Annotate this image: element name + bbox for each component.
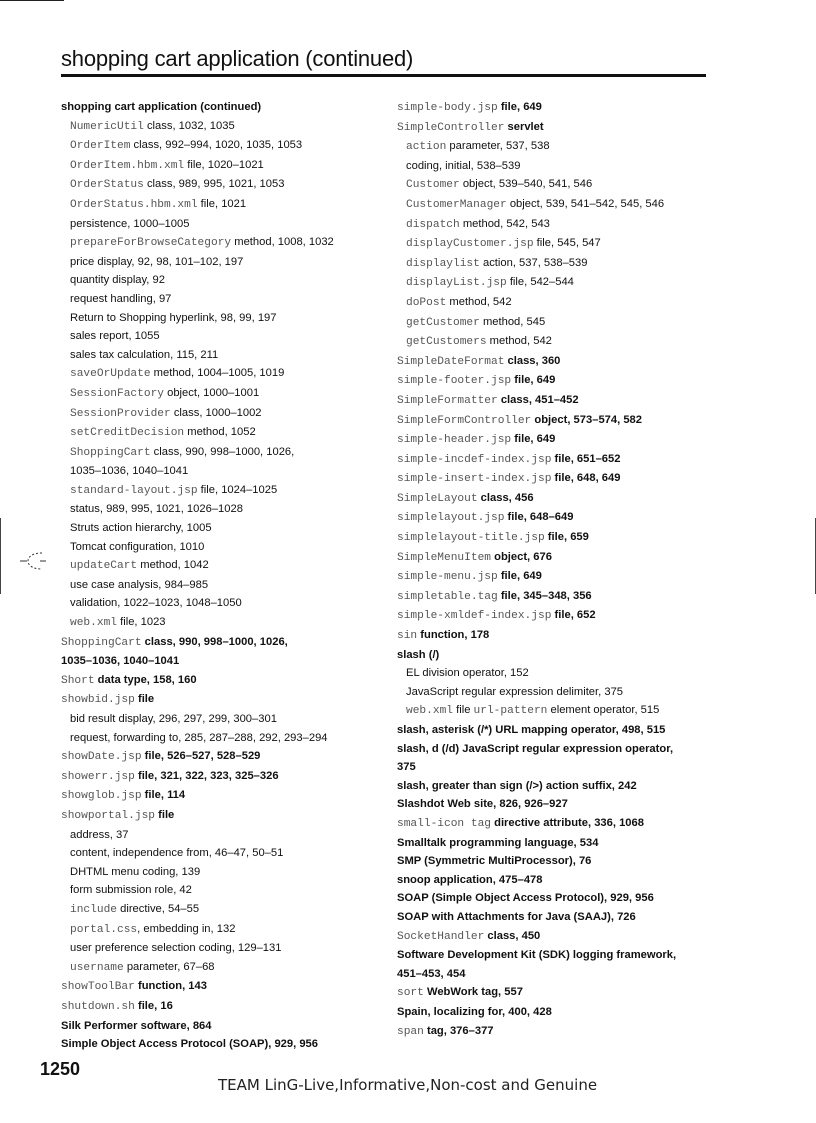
- index-subentry: [61, 290, 391, 309]
- index-subentry: [61, 710, 391, 729]
- code-term: SimpleFormatter: [397, 394, 498, 407]
- entry-text: coding, initial, 538–539: [406, 159, 521, 172]
- index-entry: [397, 450, 727, 470]
- code-term: doPost: [406, 296, 447, 309]
- code-term: SimpleLayout: [397, 492, 478, 505]
- entry-text: class, 360: [504, 354, 561, 367]
- index-entry-continuation: [61, 652, 391, 671]
- page-number: 1250: [40, 1059, 81, 1079]
- index-entry: [61, 98, 391, 117]
- index-subentry: [61, 156, 391, 176]
- index-entry-continuation: [397, 965, 727, 984]
- entry-text: directive, 54–55: [117, 902, 200, 915]
- entry-text: bid result display, 296, 297, 299, 300–301: [70, 713, 277, 725]
- code-term: SocketHandler: [397, 930, 485, 943]
- entry-text: class, 1000–1002: [170, 406, 262, 419]
- index-entry: [397, 430, 727, 450]
- index-subentry: [397, 313, 727, 333]
- entry-text: Silk Performer software, 864: [61, 1019, 212, 1032]
- entry-text: Simple Object Access Protocol (SOAP), 929, 956: [61, 1038, 318, 1051]
- code-term: simpletable.tag: [397, 590, 498, 603]
- code-term: simplelayout-title.jsp: [397, 532, 545, 545]
- code-term: showportal.jsp: [61, 809, 155, 822]
- entry-text: file, 649: [511, 374, 556, 387]
- entry-text: object, 676: [491, 550, 552, 563]
- entry-text: SOAP with Attachments for Java (SAAJ), 726: [397, 910, 636, 923]
- entry-text: slash, d (/d) JavaScript regular expression operator,: [397, 742, 674, 755]
- code-term: setCreditDecision: [70, 427, 185, 440]
- entry-text: parameter, 537, 538: [446, 140, 550, 153]
- code-term: showbid.jsp: [61, 694, 135, 707]
- code-term: simplelayout.jsp: [397, 512, 505, 525]
- entry-text: function, 178: [417, 629, 490, 642]
- index-subentry: [61, 253, 391, 272]
- index-subentry: [397, 332, 727, 352]
- code-term: Customer: [406, 179, 460, 192]
- code-term: ShoppingCart: [61, 636, 142, 649]
- entry-text: file, 345–348, 356: [497, 589, 592, 602]
- code-term: SessionFactory: [70, 387, 164, 400]
- index-subentry: [397, 664, 727, 683]
- entry-text: file, 545, 547: [533, 237, 601, 250]
- index-entry: [397, 371, 727, 391]
- entry-text: quantity display, 92: [70, 274, 165, 287]
- entry-text: file, 648, 649: [551, 472, 621, 485]
- code-term: span: [397, 1025, 424, 1038]
- entry-text: method, 1004–1005, 1019: [150, 367, 285, 380]
- entry-text: class, 989, 995, 1021, 1053: [143, 178, 285, 191]
- entry-text: method, 542, 543: [459, 217, 550, 230]
- entry-text: , embedding in, 132: [137, 922, 236, 935]
- code-term: standard-layout.jsp: [70, 484, 198, 497]
- index-entry: [397, 777, 727, 796]
- entry-text: file, 652: [551, 609, 596, 622]
- code-term: displayCustomer.jsp: [406, 238, 534, 251]
- entry-text: object, 1000–1001: [164, 386, 260, 399]
- index-subentry: [61, 423, 391, 443]
- index-subentry: [397, 254, 727, 274]
- code-term: sort: [397, 987, 424, 1000]
- code-term: simple-insert-index.jsp: [397, 473, 552, 486]
- index-subentry: [397, 683, 727, 702]
- entry-text: file, 526–527, 528–529: [141, 750, 261, 763]
- entry-text: Smalltalk programming language, 534: [397, 836, 599, 849]
- entry-text: Return to Shopping hyperlink, 98, 99, 197: [70, 311, 277, 324]
- code-term: OrderStatus.hbm.xml: [70, 198, 198, 211]
- entry-text: class, 451–452: [497, 393, 579, 406]
- index-entry: [397, 587, 727, 607]
- index-column-right: [397, 98, 727, 1041]
- code-term: getCustomers: [406, 336, 487, 349]
- entry-text: 451–453, 454: [397, 967, 466, 980]
- entry-text: class, 450: [484, 929, 541, 942]
- index-subentry: [61, 920, 391, 940]
- index-entry: [397, 567, 727, 587]
- code-term: simple-menu.jsp: [397, 571, 498, 584]
- code-term: OrderStatus: [70, 179, 144, 192]
- entry-text: file: [134, 693, 155, 706]
- code-term: SessionProvider: [70, 407, 171, 420]
- index-subentry: [61, 195, 391, 215]
- index-subentry: [397, 234, 727, 254]
- entry-text: JavaScript regular expression delimiter, 375: [406, 685, 624, 698]
- index-entry: [397, 740, 727, 759]
- code-term: sin: [397, 630, 418, 643]
- code-term: showDate.jsp: [61, 751, 142, 764]
- index-subentry: [397, 701, 727, 721]
- index-entry: [61, 997, 391, 1017]
- code-term: portal.css: [70, 923, 138, 936]
- index-subentry: [61, 443, 391, 463]
- entry-text: action, 537, 538–539: [479, 256, 588, 269]
- index-subentry: [61, 881, 391, 900]
- index-entry: [397, 834, 727, 853]
- code-term: simple-xmldef-index.jsp: [397, 610, 552, 623]
- index-subentry: [61, 404, 391, 424]
- entry-text: file: [155, 808, 175, 821]
- entry-text: method, 1008, 1032: [231, 236, 334, 249]
- index-subentry: [397, 293, 727, 313]
- code-term: simple-body.jsp: [397, 102, 498, 114]
- running-head: shopping cart application (continued): [61, 46, 414, 71]
- index-subentry: [61, 519, 391, 538]
- index-entry: [397, 646, 727, 665]
- code-term: web.xml: [406, 705, 453, 718]
- entry-text: method, 545: [479, 315, 546, 328]
- code-term: NumericUtil: [70, 120, 144, 133]
- entry-text: Tomcat configuration, 1010: [70, 540, 205, 553]
- index-subentry: [61, 175, 391, 195]
- index-entry-continuation: [397, 758, 727, 777]
- code-term: shutdown.sh: [61, 1000, 135, 1013]
- code-term: small-icon tag: [397, 817, 491, 830]
- entry-text: directive attribute, 336, 1068: [491, 816, 644, 829]
- index-entry: [397, 814, 727, 834]
- index-entry: [397, 908, 727, 927]
- index-entry: [397, 411, 727, 431]
- index-entry: [61, 786, 391, 806]
- index-column-left: [61, 98, 391, 1054]
- entry-text: class, 1032, 1035: [143, 119, 235, 132]
- entry-text: method, 1042: [137, 559, 209, 572]
- entry-text: validation, 1022–1023, 1048–1050: [70, 597, 242, 610]
- left-margin-line: [0, 518, 1, 594]
- code-term: dispatch: [406, 218, 460, 231]
- entry-text: file, 649: [497, 101, 542, 113]
- entry-text: parameter, 67–68: [123, 960, 215, 973]
- index-entry: [61, 1035, 391, 1054]
- code-term: showglob.jsp: [61, 790, 142, 803]
- entry-text: servlet: [504, 120, 544, 133]
- index-entry: [397, 391, 727, 411]
- index-subentry: [61, 538, 391, 557]
- entry-text: data type, 158, 160: [94, 673, 197, 686]
- index-entry: [397, 118, 727, 138]
- code-term: action: [406, 141, 447, 154]
- index-subentry: [397, 273, 727, 293]
- index-entry: [397, 528, 727, 548]
- index-entry: [397, 508, 727, 528]
- index-entry: [61, 977, 391, 997]
- index-subentry: [61, 863, 391, 882]
- entry-text: Software Development Kit (SDK) logging framework,: [397, 949, 677, 962]
- entry-text: file, 1020–1021: [184, 158, 264, 171]
- index-entry: [61, 1017, 391, 1036]
- entry-text: class, 990, 998–1000, 1026,: [141, 635, 288, 648]
- index-subentry: [61, 844, 391, 863]
- index-subentry: [397, 157, 727, 176]
- index-subentry: [61, 900, 391, 920]
- index-subentry: [61, 556, 391, 576]
- entry-text: status, 989, 995, 1021, 1026–1028: [70, 503, 243, 516]
- entry-text: Slashdot Web site, 826, 926–927: [397, 798, 568, 811]
- entry-text: file, 659: [544, 531, 589, 544]
- entry-text: form submission role, 42: [70, 884, 192, 897]
- entry-text: file, 649: [511, 433, 556, 446]
- index-entry: [61, 806, 391, 826]
- entry-text: SMP (Symmetric MultiProcessor), 76: [397, 855, 592, 868]
- top-corner-rule: [0, 0, 64, 1]
- index-entry: [397, 469, 727, 489]
- entry-text: file, 651–652: [551, 452, 621, 465]
- code-term: SimpleMenuItem: [397, 551, 491, 564]
- code-term: SimpleFormController: [397, 414, 532, 427]
- index-subentry: [61, 481, 391, 501]
- entry-text: sales tax calculation, 115, 211: [70, 348, 219, 361]
- index-subentry: [61, 364, 391, 384]
- code-term: getCustomer: [406, 316, 480, 329]
- index-entry: [397, 98, 727, 118]
- entry-text: class, 990, 998–1000, 1026,: [150, 445, 295, 458]
- index-entry: [397, 721, 727, 740]
- entry-text: Struts action hierarchy, 1005: [70, 522, 212, 535]
- code-term: simple-incdef-index.jsp: [397, 453, 552, 466]
- index-subentry: [61, 309, 391, 328]
- index-entry: [397, 983, 727, 1003]
- entry-text: method, 542: [446, 295, 512, 308]
- entry-text: Spain, localizing for, 400, 428: [397, 1005, 552, 1018]
- code-term: OrderItem.hbm.xml: [70, 159, 185, 172]
- code-term: showerr.jsp: [61, 770, 135, 783]
- code-term: CustomerManager: [406, 198, 507, 211]
- index-subentry: [61, 346, 391, 365]
- index-entry: [397, 871, 727, 890]
- index-entry: [397, 489, 727, 509]
- index-subentry: [397, 195, 727, 215]
- index-subentry: [61, 613, 391, 633]
- code-term: displayList.jsp: [406, 277, 507, 290]
- entry-text: 375: [397, 761, 416, 774]
- entry-text: object, 539–540, 541, 546: [459, 178, 593, 191]
- index-entry: [397, 1022, 727, 1042]
- index-entry: [61, 767, 391, 787]
- index-subentry: [61, 594, 391, 613]
- code-term: url-pattern: [473, 705, 548, 718]
- entry-text: file, 1023: [117, 616, 166, 629]
- entry-text: file, 321, 322, 323, 325–326: [134, 769, 279, 782]
- code-term: simple-footer.jsp: [397, 375, 512, 388]
- entry-text: use case analysis, 984–985: [70, 578, 209, 591]
- entry-text: file, 648–649: [504, 511, 574, 524]
- entry-text: request, forwarding to, 285, 287–288, 292, 293–294: [70, 731, 328, 744]
- index-entry: [397, 1003, 727, 1022]
- entry-text: 1035–1036, 1040–1041: [61, 655, 180, 668]
- index-subentry: [61, 233, 391, 253]
- index-entry: [61, 671, 391, 691]
- entry-text: tag, 376–377: [423, 1024, 494, 1037]
- code-term: SimpleDateFormat: [397, 355, 505, 368]
- entry-text: file, 542–544: [506, 276, 574, 289]
- code-term: showToolBar: [61, 981, 135, 994]
- entry-text: object, 573–574, 582: [531, 413, 642, 426]
- entry-text: slash, asterisk (/*) URL mapping operator, 498, 515: [397, 724, 666, 736]
- index-subentry: [61, 729, 391, 748]
- entry-text: element operator, 515: [547, 704, 660, 717]
- index-subentry: [61, 271, 391, 290]
- entry-text: request handling, 97: [70, 292, 172, 305]
- index-subentry: [397, 137, 727, 157]
- entry-text: user preference selection coding, 129–131: [70, 942, 282, 955]
- index-subentry: [61, 384, 391, 404]
- entry-text: 1035–1036, 1040–1041: [70, 465, 189, 478]
- entry-text: WebWork tag, 557: [423, 986, 523, 999]
- entry-text: class, 992–994, 1020, 1035, 1053: [130, 139, 303, 152]
- entry-text: snoop application, 475–478: [397, 873, 543, 886]
- entry-text: function, 143: [134, 980, 207, 993]
- code-term: Short: [61, 674, 95, 687]
- entry-text: file, 649: [497, 570, 542, 583]
- index-entry: [397, 852, 727, 871]
- index-entry: [61, 633, 391, 653]
- code-term: ShoppingCart: [70, 446, 151, 459]
- binding-mark-icon: [18, 549, 48, 573]
- index-subentry: [61, 500, 391, 519]
- code-term: updateCart: [70, 560, 138, 573]
- index-entry: [397, 626, 727, 646]
- index-subentry: [61, 327, 391, 346]
- entry-text: EL division operator, 152: [406, 667, 529, 680]
- index-entry: [397, 795, 727, 814]
- index-entry: [397, 352, 727, 372]
- code-term: simple-header.jsp: [397, 434, 512, 447]
- index-entry: [397, 548, 727, 568]
- entry-text: sales report, 1055: [70, 330, 160, 343]
- index-subentry: [61, 826, 391, 845]
- code-term: saveOrUpdate: [70, 368, 151, 381]
- index-entry: [397, 889, 727, 908]
- entry-text: file, 16: [134, 999, 173, 1012]
- entry-text: slash, greater than sign (/>) action suffix, 242: [397, 779, 637, 792]
- code-term: username: [70, 961, 124, 974]
- index-subentry: [61, 215, 391, 234]
- index-entry: [397, 946, 727, 965]
- index-entry: [61, 690, 391, 710]
- index-subentry: [61, 939, 391, 958]
- entry-text: SOAP (Simple Object Access Protocol), 929, 956: [397, 892, 654, 905]
- code-term: web.xml: [70, 617, 117, 630]
- entry-text: method, 542: [486, 335, 552, 348]
- code-term: prepareForBrowseCategory: [70, 237, 232, 250]
- entry-text: address, 37: [70, 828, 129, 841]
- index-subentry: [61, 958, 391, 978]
- header-rule: [61, 74, 706, 77]
- watermark-text: TEAM LinG-Live,Informative,Non-cost and Genuine: [218, 1076, 598, 1094]
- code-term: SimpleController: [397, 121, 505, 134]
- entry-text: content, independence from, 46–47, 50–51: [70, 847, 284, 860]
- index-entry: [397, 927, 727, 947]
- index-subentry: [61, 117, 391, 137]
- entry-text: file, 1021: [197, 197, 247, 210]
- entry-text: slash (/): [397, 648, 440, 661]
- entry-text: file, 1024–1025: [197, 483, 278, 496]
- index-entry: [61, 747, 391, 767]
- entry-text: object, 539, 541–542, 545, 546: [506, 197, 665, 210]
- index-subentry: [61, 576, 391, 595]
- code-term: include: [70, 903, 117, 916]
- entry-text: shopping cart application (continued): [61, 101, 262, 113]
- index-entry-continuation: [61, 462, 391, 481]
- entry-text: method, 1052: [184, 426, 256, 439]
- index-subentry: [397, 215, 727, 235]
- entry-text: DHTML menu coding, 139: [70, 865, 201, 878]
- code-term: OrderItem: [70, 140, 131, 153]
- code-term: displaylist: [406, 257, 480, 270]
- index-subentry: [61, 136, 391, 156]
- entry-text: price display, 92, 98, 101–102, 197: [70, 255, 244, 268]
- index-entry: [397, 606, 727, 626]
- entry-text: file: [453, 704, 474, 717]
- index-subentry: [397, 175, 727, 195]
- entry-text: persistence, 1000–1005: [70, 217, 190, 230]
- entry-text: file, 114: [141, 789, 186, 802]
- entry-text: class, 456: [477, 491, 534, 504]
